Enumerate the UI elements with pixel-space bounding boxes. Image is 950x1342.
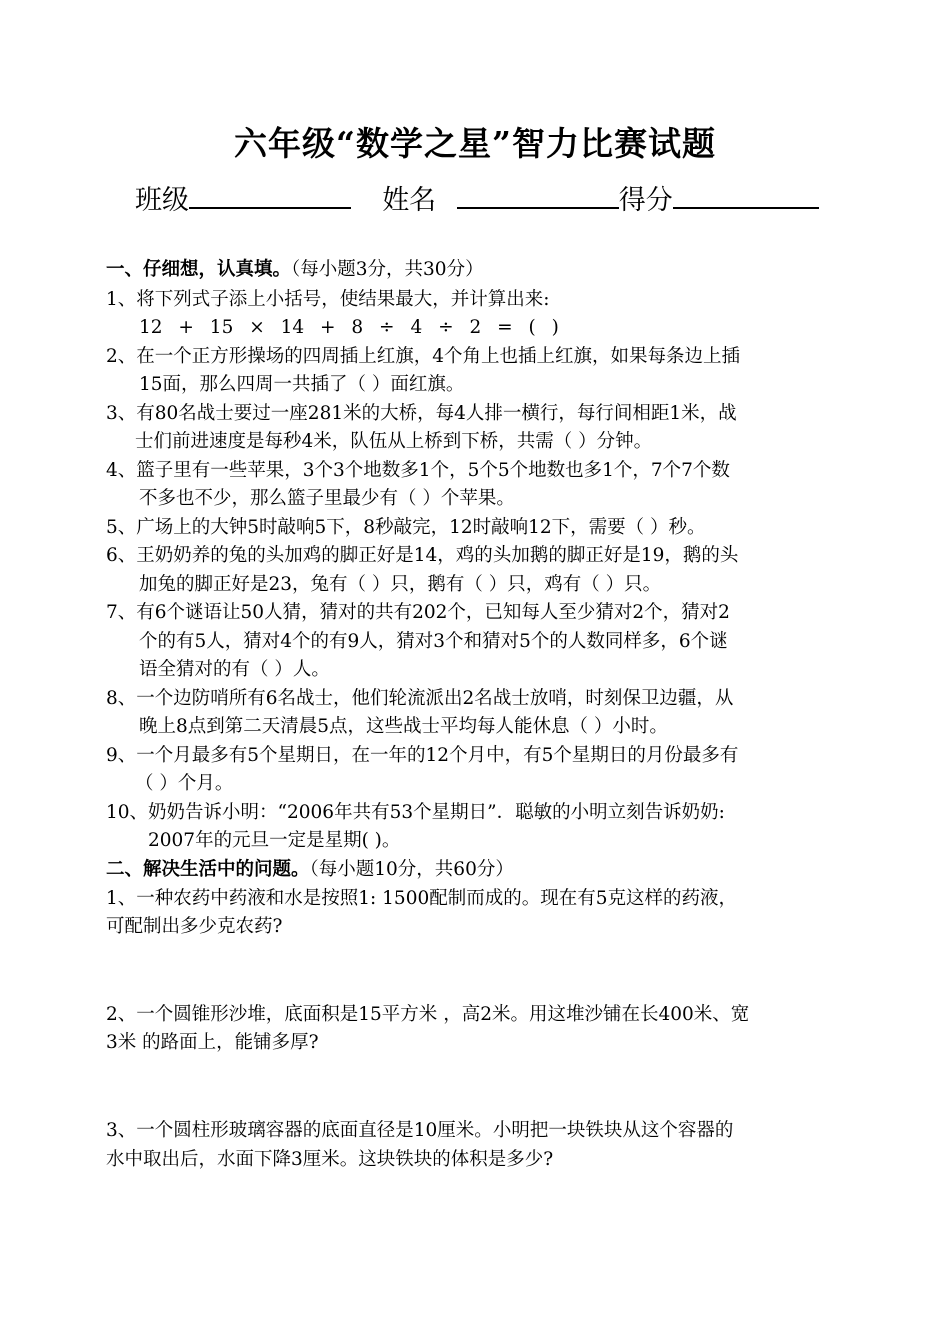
q6-line-2: 加兔的脚正好是23，兔有（ ）只，鹅有（ ）只，鸡有（ ）只。 <box>139 574 662 595</box>
section1-note: （每小题3分，共30分） <box>291 259 484 280</box>
p1-line-2: 可配制出多少克农药? <box>106 916 283 937</box>
name-blank[interactable] <box>457 181 619 209</box>
score-label: 得分 <box>618 185 673 216</box>
p3-line-1: 3、一个圆柱形玻璃容器的底面直径是10厘米。小明把一块铁块从这个容器的 <box>106 1120 734 1141</box>
class-blank[interactable] <box>189 181 351 209</box>
section1-heading-line <box>106 258 484 282</box>
section1-heading: 一、仔细想，认真填。 <box>106 259 292 280</box>
q2-line-1: 2、在一个正方形操场的四周插上红旗，4个角上也插上红旗，如果每条边上插 <box>106 346 741 367</box>
student-info-row <box>135 178 819 217</box>
q7-line-2: 个的有5人，猜对4个的有9人，猜对3个和猜对5个的人数同样多，6个谜 <box>139 631 728 652</box>
q7-line-1: 7、有6个谜语让50人猜，猜对的共有202个，已知每人至少猜对2个，猜对2 <box>106 602 730 623</box>
q10-line-2: 2007年的元旦一定是星期( )。 <box>148 830 401 851</box>
q3-line-1: 3、有80名战士要过一座281米的大桥，每4人排一横行，每行间相距1米，战 <box>106 403 737 424</box>
q4-line-2: 不多也不少，那么篮子里最少有（ ）个苹果。 <box>139 488 515 509</box>
score-blank[interactable] <box>673 181 819 209</box>
q4-line-1: 4、篮子里有一些苹果，3个3个地数多1个，5个5个地数也多1个，7个7个数 <box>106 460 730 481</box>
p3-line-2: 水中取出后，水面下降3厘米。这块铁块的体积是多少? <box>106 1149 554 1170</box>
q2-line-2: 15面，那么四周一共插了（ ）面红旗。 <box>139 374 465 395</box>
q3-line-2: 士们前进速度是每秒4米，队伍从上桥到下桥，共需（ ）分钟。 <box>135 431 653 452</box>
p2-line-2: 3米 的路面上，能铺多厚? <box>106 1032 319 1053</box>
q6-line-1: 6、王奶奶养的兔的头加鸡的脚正好是14，鸡的头加鹅的脚正好是19，鹅的头 <box>106 545 739 566</box>
q8-line-1: 8、一个边防哨所有6名战士，他们轮流派出2名战士放哨，时刻保卫边疆，从 <box>106 688 734 709</box>
q10-line-1: 10、奶奶告诉小明：“2006年共有53个星期日”．聪敏的小明立刻告诉奶奶: <box>106 802 725 823</box>
p1-line-1: 1、一种农药中药液和水是按照1: 1500配制而成的。现在有5克这样的药液， <box>106 888 738 909</box>
section2-heading-line <box>106 858 514 882</box>
name-label: 姓名 <box>382 185 437 216</box>
q9-line-1: 9、一个月最多有5个星期日，在一年的12个月中，有5个星期日的月份最多有 <box>106 745 739 766</box>
q5-line-1: 5、广场上的大钟5时敲响5下，8秒敲完，12时敲响12下，需要（ ）秒。 <box>106 517 706 538</box>
section2-note: （每小题10分，共60分） <box>309 859 514 880</box>
class-label: 班级 <box>135 185 189 216</box>
p2-line-1: 2、一个圆锥形沙堆，底面积是15平方米 ，高2米。用这堆沙铺在长400米、宽 <box>106 1004 750 1025</box>
q1-expression: 12 + 15 × 14 + 8 ÷ 4 ÷ 2 = ( ) <box>139 317 559 338</box>
q8-line-2: 晚上8点到第二天清晨5点，这些战士平均每人能休息（ ）小时。 <box>139 716 668 737</box>
q7-line-3: 语全猜对的有（ ）人。 <box>139 659 330 680</box>
q1-line-1: 1、将下列式子添上小括号，使结果最大，并计算出来: <box>106 289 550 310</box>
section2-heading: 二、解决生活中的问题。 <box>106 859 310 880</box>
q9-line-2: （ ）个月。 <box>135 773 234 794</box>
page-title: 六年级“数学之星”智力比赛试题 <box>234 124 716 163</box>
